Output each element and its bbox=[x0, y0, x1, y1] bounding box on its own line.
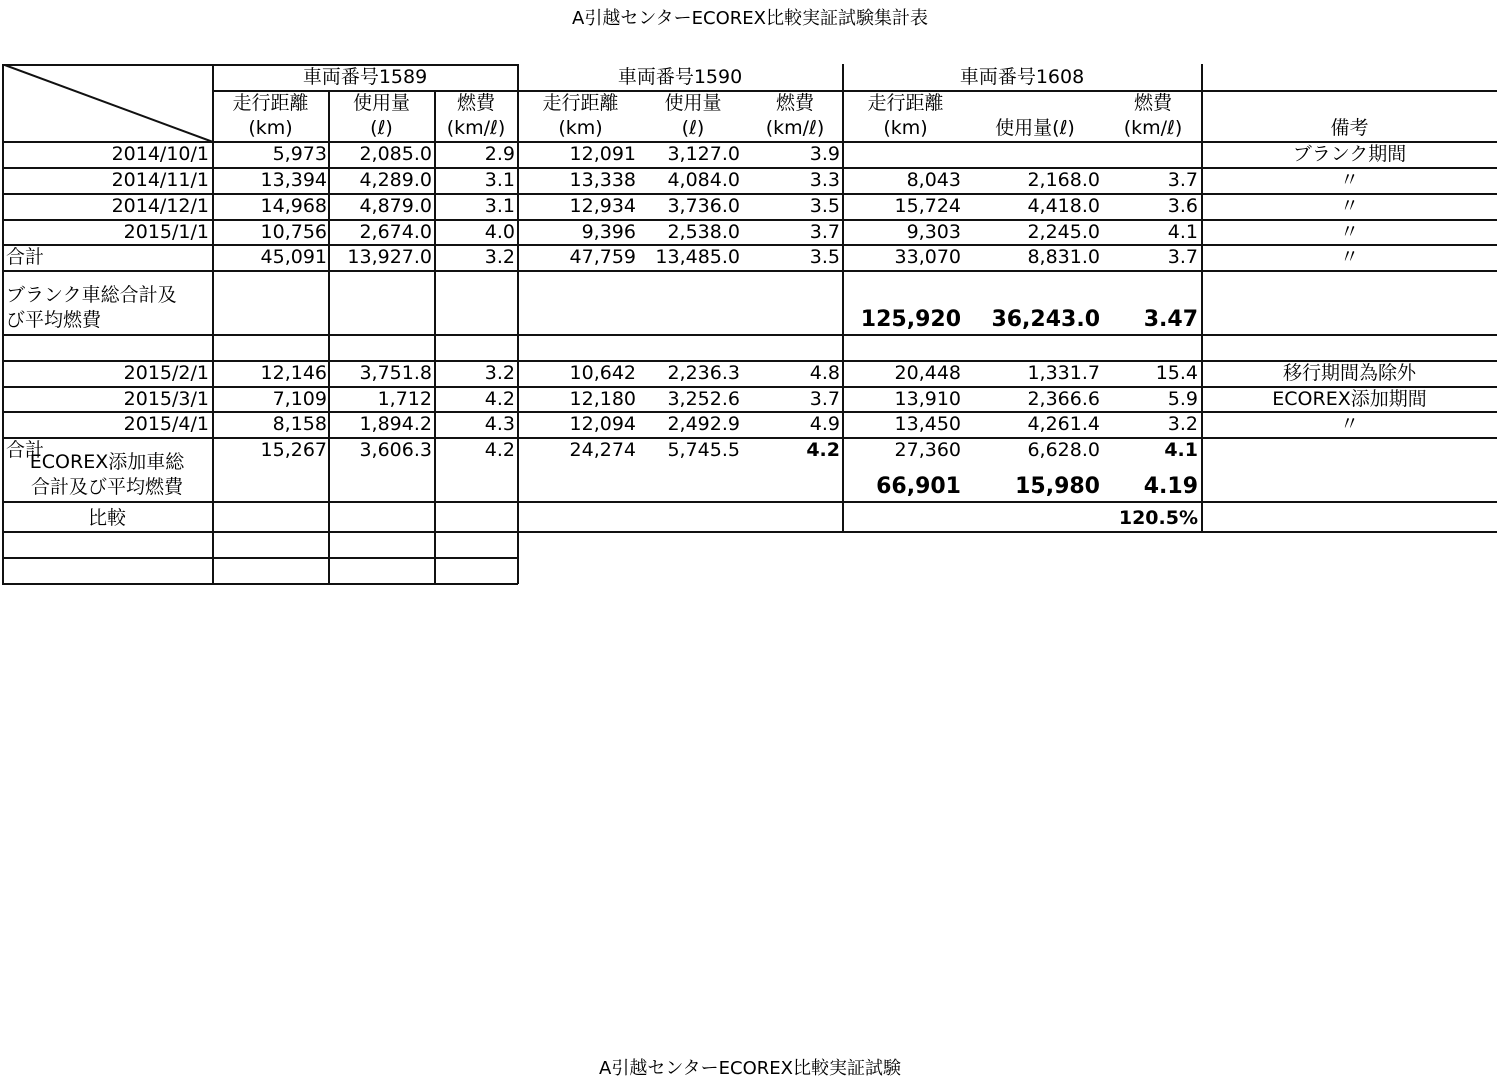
table-cell: 14,968 bbox=[260, 195, 327, 217]
blank-total-usage: 36,243.0 bbox=[991, 307, 1100, 332]
row-date: 2014/11/1 bbox=[111, 169, 209, 191]
table-cell: 2,538.0 bbox=[667, 221, 740, 243]
blank-total-label: ブランク車総合計及 bbox=[6, 284, 177, 306]
table-cell: 12,094 bbox=[569, 413, 636, 435]
vehicle-header-1608: 車両番号1608 bbox=[959, 66, 1085, 88]
table-cell: 3.7 bbox=[1167, 169, 1198, 191]
col-header-usage-unit: (ℓ) bbox=[681, 117, 705, 139]
row-remark: ECOREX添加期間 bbox=[1272, 388, 1427, 410]
table-cell: 2,492.9 bbox=[667, 413, 740, 435]
row-remark: ブランク期間 bbox=[1292, 143, 1407, 165]
row-remark: 〃 bbox=[1339, 169, 1359, 191]
table-cell: 4,289.0 bbox=[359, 169, 432, 191]
table-cell: 4,879.0 bbox=[359, 195, 432, 217]
table-cell: 5.9 bbox=[1167, 388, 1198, 410]
table-cell: 12,180 bbox=[569, 388, 636, 410]
col-header-usage: 使用量 bbox=[664, 92, 722, 114]
table-cell: 27,360 bbox=[894, 439, 961, 461]
table-cell: 13,927.0 bbox=[347, 246, 432, 268]
col-header-distance-unit: (km) bbox=[883, 117, 928, 139]
total-row-label: 合計 bbox=[6, 246, 45, 268]
table-cell: 4.2 bbox=[806, 439, 840, 461]
table-cell: 3,127.0 bbox=[667, 143, 740, 165]
table-cell: 13,485.0 bbox=[655, 246, 740, 268]
table-cell: 13,450 bbox=[894, 413, 961, 435]
table-cell: 15,724 bbox=[894, 195, 961, 217]
table-cell: 4.1 bbox=[1164, 439, 1198, 461]
table-cell: 4,418.0 bbox=[1027, 195, 1100, 217]
col-header-efficiency: 燃費 bbox=[456, 92, 495, 114]
table-cell: 3.5 bbox=[809, 246, 840, 268]
table-cell: 2,366.6 bbox=[1027, 388, 1100, 410]
table-cell: 13,394 bbox=[260, 169, 327, 191]
table-cell: 4.9 bbox=[809, 413, 840, 435]
table-cell: 4.2 bbox=[484, 388, 515, 410]
table-cell: 4,084.0 bbox=[667, 169, 740, 191]
table-cell: 13,338 bbox=[569, 169, 636, 191]
col-header-efficiency: 燃費 bbox=[775, 92, 814, 114]
table-cell: 3,606.3 bbox=[359, 439, 432, 461]
ecorex-total-efficiency: 4.19 bbox=[1143, 474, 1198, 499]
table-cell: 3,736.0 bbox=[667, 195, 740, 217]
blank-total-label-2: び平均燃費 bbox=[6, 309, 102, 331]
col-header-usage: 使用量(ℓ) bbox=[995, 117, 1075, 139]
table-cell: 5,745.5 bbox=[667, 439, 740, 461]
ecorex-total-label-2: 合計及び平均燃費 bbox=[30, 476, 183, 498]
table-cell: 3.1 bbox=[484, 195, 515, 217]
table-cell: 2,168.0 bbox=[1027, 169, 1100, 191]
page-title: A引越センターECOREX比較実証試験集計表 bbox=[572, 8, 928, 29]
col-header-distance: 走行距離 bbox=[542, 92, 619, 114]
table-cell: 8,831.0 bbox=[1027, 246, 1100, 268]
row-date: 2015/4/1 bbox=[123, 413, 209, 435]
table-cell: 3.2 bbox=[484, 246, 515, 268]
table-cell: 9,396 bbox=[581, 221, 636, 243]
table-cell: 3.9 bbox=[809, 143, 840, 165]
col-header-efficiency-unit: (km/ℓ) bbox=[765, 117, 825, 139]
row-remark: 〃 bbox=[1339, 413, 1359, 435]
row-remark: 〃 bbox=[1339, 195, 1359, 217]
table-cell: 5,973 bbox=[272, 143, 327, 165]
table-cell: 1,712 bbox=[377, 388, 432, 410]
table-cell: 15,267 bbox=[260, 439, 327, 461]
table-cell: 4,261.4 bbox=[1027, 413, 1100, 435]
table-cell: 4.3 bbox=[484, 413, 515, 435]
table-cell: 12,091 bbox=[569, 143, 636, 165]
table-cell: 12,934 bbox=[569, 195, 636, 217]
col-header-distance: 走行距離 bbox=[232, 92, 309, 114]
comparison-value: 120.5% bbox=[1118, 507, 1198, 529]
row-date: 2015/1/1 bbox=[123, 221, 209, 243]
diagonal-header-line bbox=[2, 64, 213, 142]
row-date: 2015/2/1 bbox=[123, 362, 209, 384]
table-cell: 45,091 bbox=[260, 246, 327, 268]
comparison-label: 比較 bbox=[87, 507, 126, 529]
table-cell: 20,448 bbox=[894, 362, 961, 384]
table-cell: 4.2 bbox=[484, 439, 515, 461]
row-date: 2014/12/1 bbox=[111, 195, 209, 217]
table-cell: 3,252.6 bbox=[667, 388, 740, 410]
page-footer: A引越センターECOREX比較実証試験 bbox=[599, 1058, 901, 1079]
table-cell: 3.3 bbox=[809, 169, 840, 191]
table-cell: 6,628.0 bbox=[1027, 439, 1100, 461]
table-cell: 4.8 bbox=[809, 362, 840, 384]
table-cell: 2.9 bbox=[484, 143, 515, 165]
total-row-label: 合計 bbox=[6, 439, 45, 461]
table-cell: 10,756 bbox=[260, 221, 327, 243]
row-date: 2015/3/1 bbox=[123, 388, 209, 410]
col-header-usage: 使用量 bbox=[352, 92, 410, 114]
table-cell: 3.2 bbox=[484, 362, 515, 384]
table-cell: 1,331.7 bbox=[1027, 362, 1100, 384]
table-cell: 3.7 bbox=[1167, 246, 1198, 268]
table-cell: 3.2 bbox=[1167, 413, 1198, 435]
ecorex-total-label: ECOREX添加車総 bbox=[29, 451, 185, 473]
col-header-efficiency: 燃費 bbox=[1133, 92, 1172, 114]
row-date: 2014/10/1 bbox=[111, 143, 209, 165]
table-cell: 1,894.2 bbox=[359, 413, 432, 435]
vehicle-header-1589: 車両番号1589 bbox=[302, 66, 428, 88]
table-cell: 4.0 bbox=[484, 221, 515, 243]
table-cell: 2,245.0 bbox=[1027, 221, 1100, 243]
col-header-distance-unit: (km) bbox=[248, 117, 293, 139]
table-cell: 3.7 bbox=[809, 221, 840, 243]
table-cell: 2,236.3 bbox=[667, 362, 740, 384]
table-cell: 2,085.0 bbox=[359, 143, 432, 165]
table-cell: 33,070 bbox=[894, 246, 961, 268]
table-cell: 12,146 bbox=[260, 362, 327, 384]
table-cell: 4.1 bbox=[1167, 221, 1198, 243]
table-cell: 3.6 bbox=[1167, 195, 1198, 217]
table-cell: 9,303 bbox=[906, 221, 961, 243]
ecorex-total-usage: 15,980 bbox=[1015, 474, 1100, 499]
col-header-efficiency-unit: (km/ℓ) bbox=[446, 117, 506, 139]
table-cell: 3.7 bbox=[809, 388, 840, 410]
table-cell: 7,109 bbox=[272, 388, 327, 410]
table-cell: 15.4 bbox=[1155, 362, 1198, 384]
blank-total-distance: 125,920 bbox=[860, 307, 961, 332]
row-remark: 〃 bbox=[1339, 221, 1359, 243]
table-cell: 3.1 bbox=[484, 169, 515, 191]
table-cell: 24,274 bbox=[569, 439, 636, 461]
col-header-efficiency-unit: (km/ℓ) bbox=[1123, 117, 1183, 139]
col-header-distance-unit: (km) bbox=[558, 117, 603, 139]
row-remark: 移行期間為除外 bbox=[1282, 362, 1416, 384]
blank-total-efficiency: 3.47 bbox=[1143, 307, 1198, 332]
table-cell: 10,642 bbox=[569, 362, 636, 384]
vehicle-header-1590: 車両番号1590 bbox=[617, 66, 743, 88]
table-cell: 47,759 bbox=[569, 246, 636, 268]
table-cell: 8,158 bbox=[272, 413, 327, 435]
table-cell: 13,910 bbox=[894, 388, 961, 410]
table-cell: 3,751.8 bbox=[359, 362, 432, 384]
table-cell: 8,043 bbox=[906, 169, 961, 191]
table-cell: 2,674.0 bbox=[359, 221, 432, 243]
col-header-distance: 走行距離 bbox=[867, 92, 944, 114]
row-remark: 〃 bbox=[1339, 246, 1359, 268]
col-header-usage-unit: (ℓ) bbox=[370, 117, 393, 139]
ecorex-total-distance: 66,901 bbox=[876, 474, 961, 499]
table-cell: 3.5 bbox=[809, 195, 840, 217]
remarks-header: 備考 bbox=[1330, 117, 1369, 139]
